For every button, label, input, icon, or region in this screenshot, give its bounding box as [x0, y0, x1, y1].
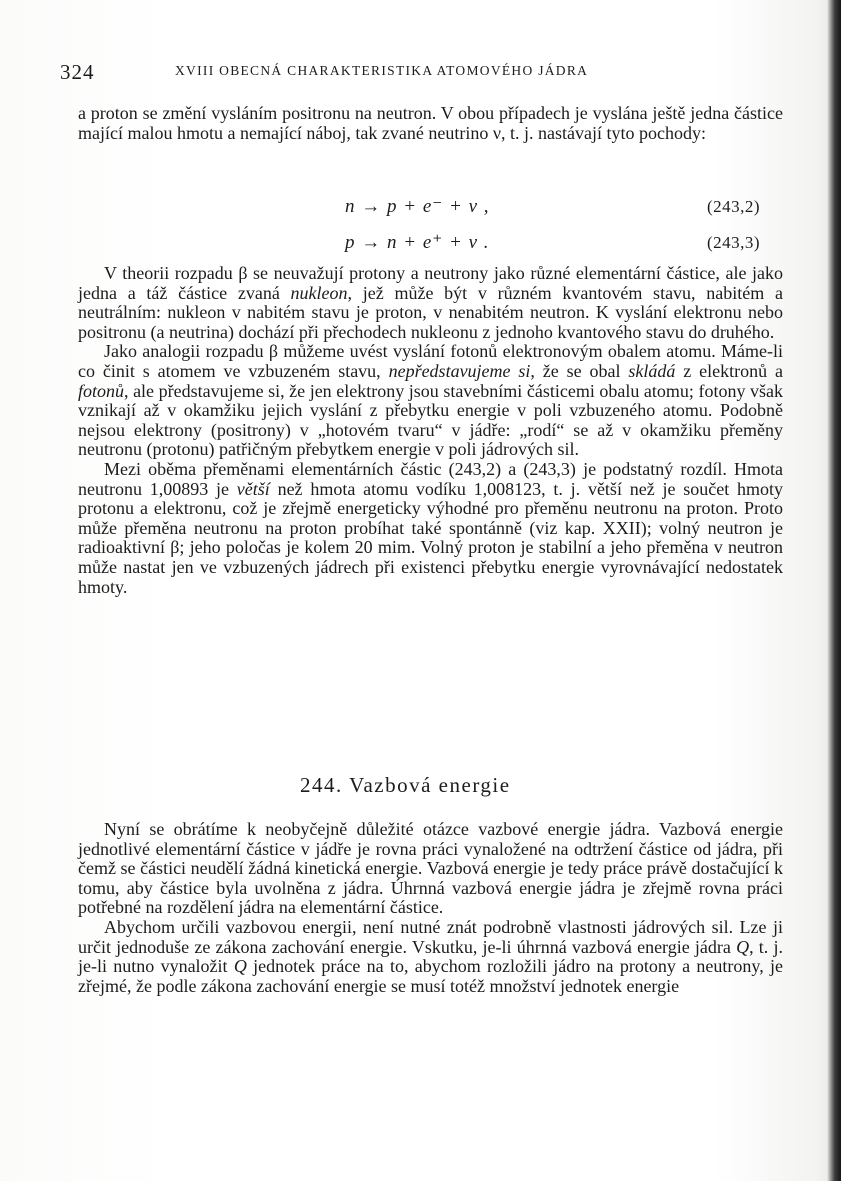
equation-1-number: (243,2)	[707, 197, 761, 216]
emphasis-nukleon: nukleon	[290, 282, 348, 303]
equation-2: p → n + e⁺ + ν .	[345, 232, 490, 253]
main-text-block	[78, 264, 783, 597]
section-title: 244. Vazbová energie	[300, 773, 511, 797]
page-edge-shadow	[827, 0, 841, 1181]
equation-1: n → p + e⁻ + ν ,	[345, 196, 490, 217]
section-paragraph-1: Nyní se obrátíme k neobyčejně důležité otázce vazbové energie jádra. Vazbová energie jednotlivé elementární částice v jádře je rovna práci vynaložené na odtržení částice od jádra, při čemž se částici neudělí žádná kinetická energie. Vazbová energie je tedy práce právě dostačující k tomu, aby částice byla uvolněna z jádra. Úhrnná vazbová energie jádra je zřejmě rovna práci potřebné na rozdělení jádra na elementární částice.	[78, 819, 783, 918]
symbol-q: Q	[233, 956, 247, 977]
intro-paragraph: a proton se změní vysláním positronu na neutron. V obou případech je vyslána ještě jedna částice mající malou hmotu a nemající náboj, tak zvané neutrino ν, t. j. nastávají tyto pochody:	[78, 103, 783, 143]
equation-2-number: (243,3)	[707, 233, 761, 252]
emphasis-text: fotonů	[78, 380, 125, 401]
running-head: XVIII OBECNÁ CHARAKTERISTIKA ATOMOVÉHO JÁDRA	[175, 63, 589, 78]
paragraph-text: jednotek práce na to, abychom rozložili jádro na protony a neutrony, je zřejmé, že podle zákona zachování energie se musí totéž množství jednotek energie	[78, 956, 783, 996]
section-paragraph-2	[78, 918, 783, 996]
emphasis-text: skládá	[628, 360, 676, 381]
paragraph-text: z elektronů a	[675, 360, 783, 381]
paragraph-text: Abychom určili vazbovou energii, není nutné znát podrobně vlastnosti jádrových sil. Lze ji určit jednoduše ze zákona zachování energie. Vskutku, je-li úhrnná vazbová energie jádra	[78, 916, 783, 957]
paragraph-nukleon	[78, 264, 783, 342]
section-text-block	[78, 820, 783, 996]
paragraph-text: , jež může být v různém kvantovém stavu, nabitém a neutrálním: nukleon v nabitém stavu je proton, v nenabitém neutron. K vyslání elektronu nebo positronu (a neutrina) dochází při přechodech nukleonu z jednoho kvantového stavu do druhého.	[78, 282, 783, 342]
paragraph-text: Jako analogii rozpadu β můžeme uvést vyslání fotonů elektronovým obalem atomu. Máme-li co činit s atomem ve vzbuzeném stavu,	[78, 341, 783, 381]
paragraph-text: Mezi oběma přeměnami elementárních částic (243,2) a (243,3) je podstatný rozdíl. Hmota neutronu 1,00893 je	[78, 458, 783, 499]
paragraph-difference	[78, 460, 783, 597]
paragraph-text: , ale představujeme si, že jen elektrony jsou stavebními částicemi obalu atomu; fotony však vznikají až v okamžiku jejich vyslání z přebytku energie v poli vzbuzeného atomu. Podobně nejsou elektrony (positrony) v „hotovém tvaru“ v jádře: „rodí“ se až v okamžiku přeměny neutronu (protonu) patřičným přebytkem energie v poli jádrových sil.	[78, 380, 783, 460]
page-header	[60, 60, 680, 84]
paragraph-text: , t. j. je-li nutno vynaložit	[78, 936, 783, 977]
paragraph-analogy	[78, 342, 783, 460]
paragraph-text: V theorii rozpadu β se neuvažují protony a neutrony jako různé elementární částice, ale jako jedna a táž částice zvaná	[78, 263, 783, 303]
paragraph-text: než hmota atomu vodíku 1,008123, t. j. větší než je součet hmoty protonu a elektronu, což je zřejmě energeticky výhodné pro přeměnu neutronu na proton. Proto může přeměna neutronu na proton probíhat také spontánně (viz kap. XXII); volný neutron je radioaktivní β; jeho poločas je kolem 20 mim. Volný proton je stabilní a jeho přeměna v neutron může nastat jen ve vzbuzených jádrech při existenci přebytku energie vyrovnávající nedostatek hmoty.	[78, 478, 783, 597]
intro-paragraph-block	[78, 104, 783, 143]
paragraph-text: , že se obal	[530, 360, 629, 381]
emphasis-text: nepředstavujeme si	[388, 360, 531, 381]
symbol-q: Q	[736, 936, 750, 957]
page-number: 324	[60, 60, 95, 84]
emphasis-text: větší	[236, 478, 270, 499]
